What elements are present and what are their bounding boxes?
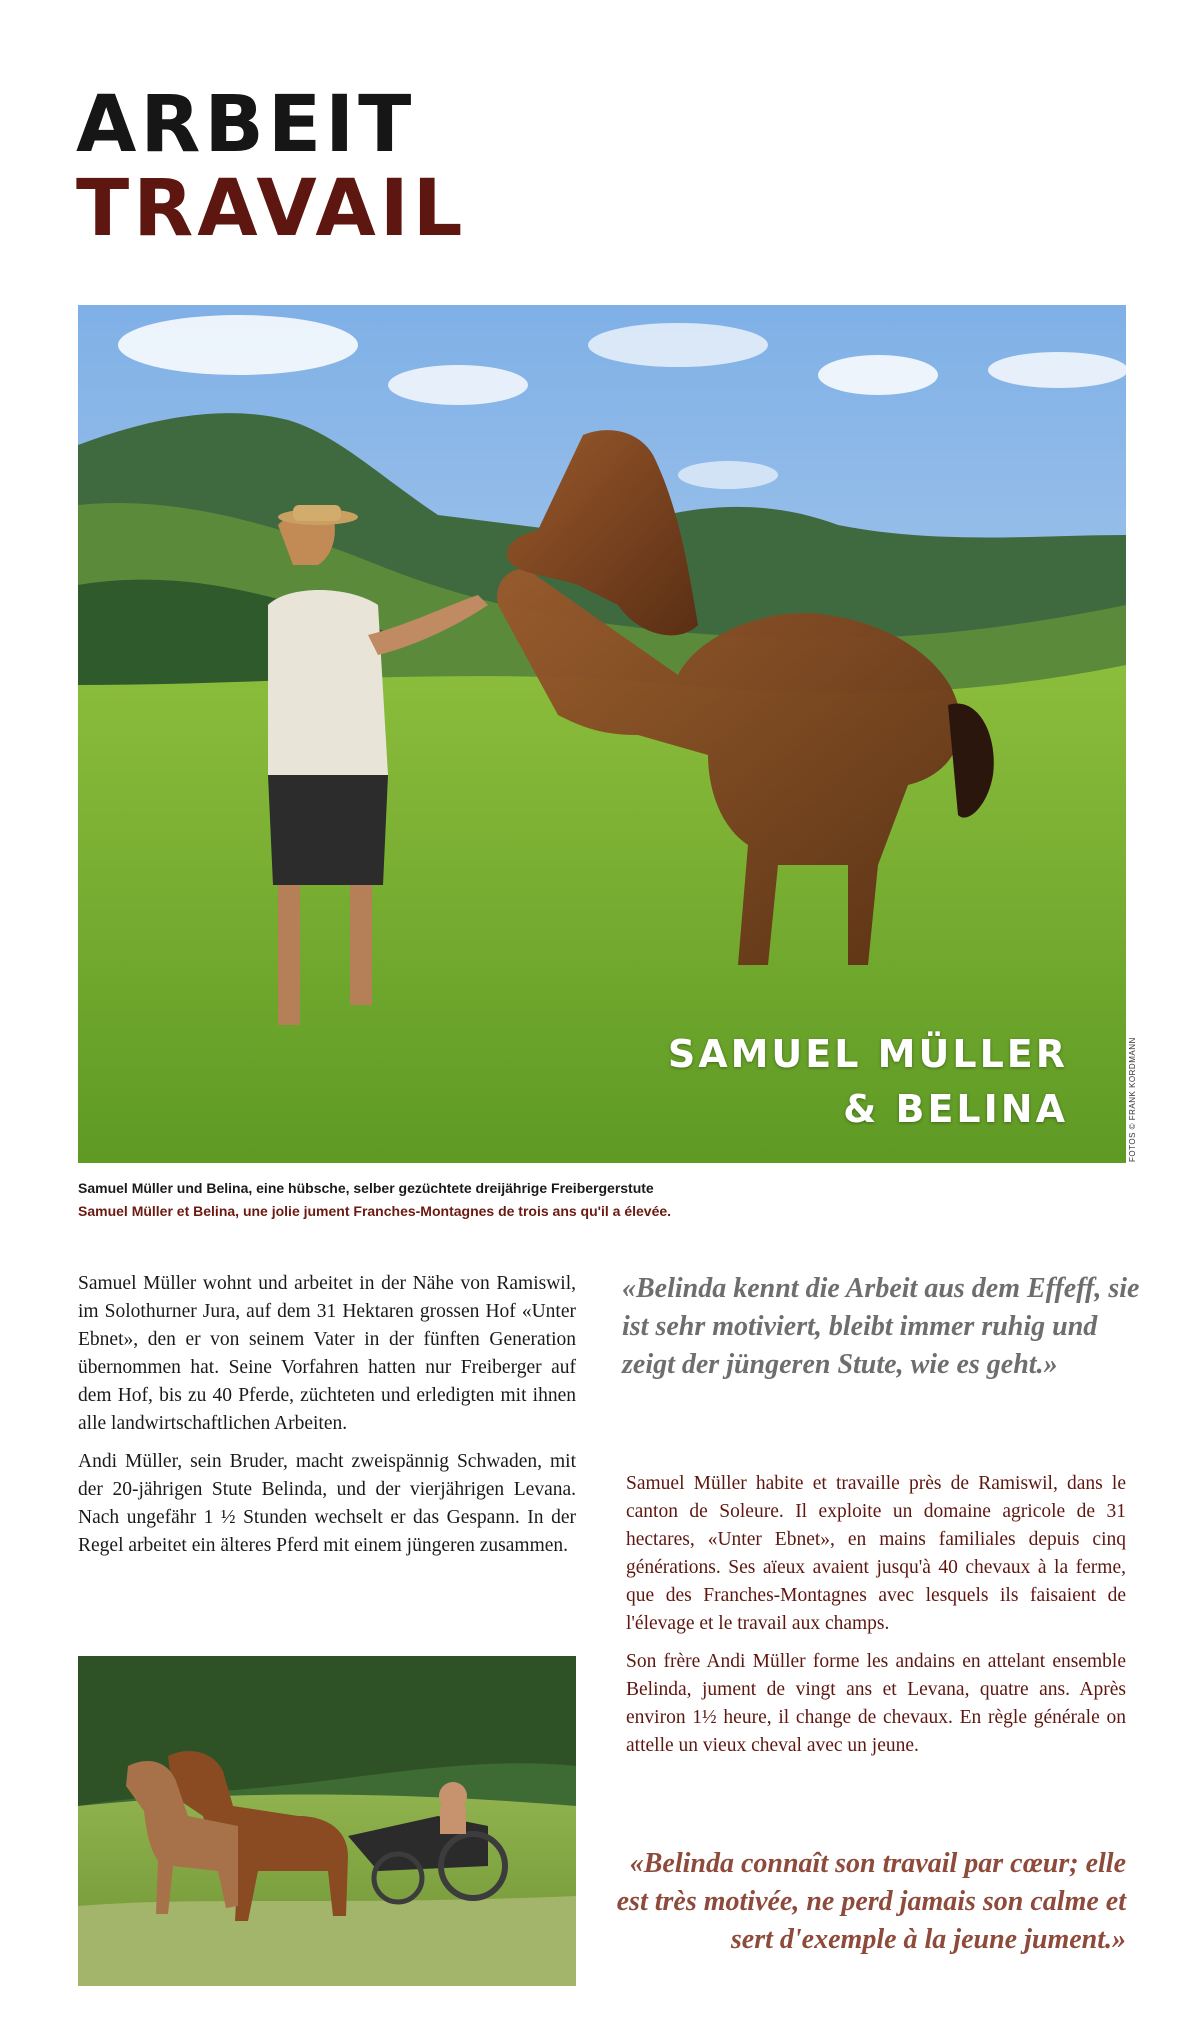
pull-quote-de: «Belinda kennt die Arbeit aus dem Effeff, sie ist sehr motiviert, bleibt immer ruhig und zeigt der jüngeren Stute, wie es geht.» (622, 1273, 1140, 1380)
photo-credit: FOTOS © FRANK KORDMANN (1128, 1037, 1137, 1162)
article-body-de (78, 1270, 576, 1570)
team-photo (78, 1656, 576, 1986)
hero-caption-horse: & BELINA (843, 1087, 1068, 1131)
caption-de: Samuel Müller und Belina, eine hübsche, selber gezüchtete dreijährige Freibergerstute (78, 1180, 654, 1196)
caption-fr: Samuel Müller et Belina, une jolie jument Franches-Montagnes de trois ans qu'il a élevée. (78, 1203, 672, 1219)
pull-quote-fr: «Belinda connaît son travail par cœur; elle est très motivée, ne perd jamais son calme et sert d'exemple à la jeune jument.» (616, 1848, 1126, 1955)
article-de-paragraph: Andi Müller, sein Bruder, macht zweispännig Schwaden, mit der 20-jährigen Stute Belinda, und der vierjährigen Levana. Nach ungefähr 1 ½ Stunden wechselt er das Gespann. In der Regel arbeitet ein älteres Pferd mit einem jüngeren zusammen. (78, 1451, 576, 1556)
article-fr-paragraph: Son frère Andi Müller forme les andains en attelant ensemble Belinda, jument de vingt ans et Levana, quatre ans. Après environ 1½ heure, il change de chevaux. En règle générale on attelle un vieux cheval avec un jeune. (626, 1651, 1126, 1756)
hero-caption-name: SAMUEL MÜLLER (667, 1032, 1068, 1076)
page-title-fr: TRAVAIL (76, 164, 467, 254)
team-photo-illustration (78, 1656, 576, 1986)
article-de-paragraph: Samuel Müller wohnt und arbeitet in der Nähe von Ramiswil, im Solothurner Jura, auf dem 31 Hektaren grossen Hof «Unter Ebnet», den er von seinem Vater in der fünften Generation übernommen hat. Seine Vorfahren hatten nur Freiberger auf dem Hof, bis zu 40 Pferde, züchteten und erledigten mit ihnen alle landwirtschaftlichen Arbeiten. (78, 1273, 576, 1434)
article-body-fr (626, 1470, 1126, 1770)
page-title-de: ARBEIT (76, 80, 416, 170)
article-fr-paragraph: Samuel Müller habite et travaille près de Ramiswil, dans le canton de Soleure. Il exploite un domaine agricole de 31 hectares, «Unter Ebnet», en mains familiales depuis cinq générations. Ses aïeux avaient jusqu'à 40 chevaux à la ferme, que des Franches-Montagnes avec lesquels ils faisaient de l'élevage et le travail aux champs. (626, 1473, 1126, 1634)
